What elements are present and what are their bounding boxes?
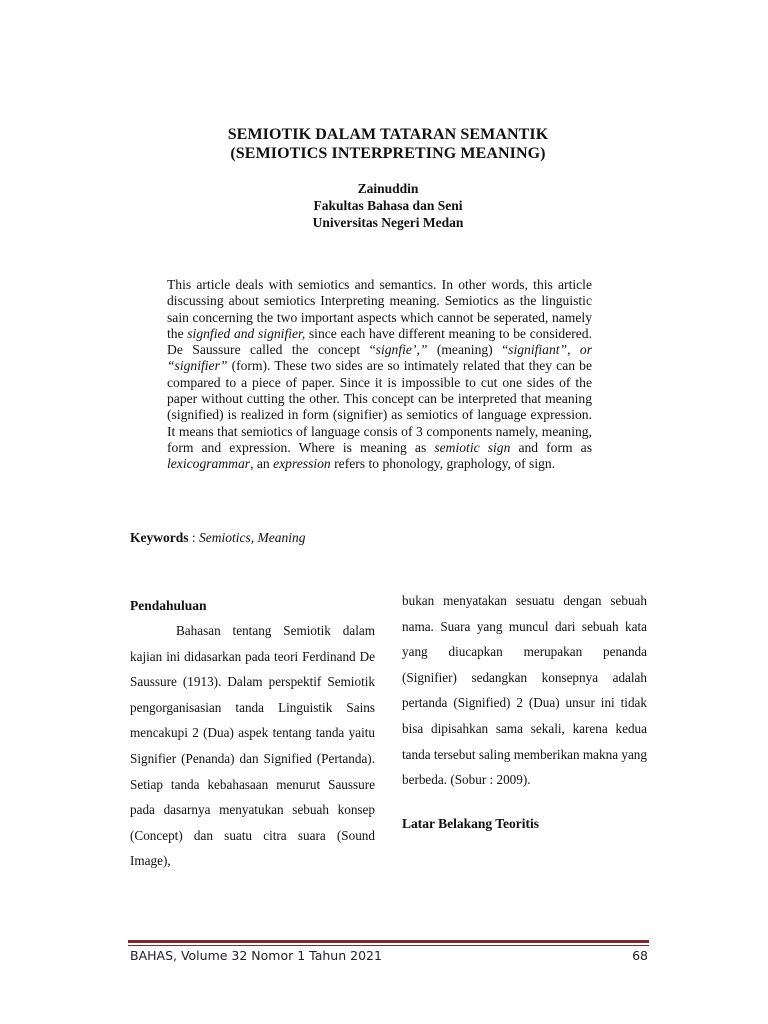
footer-rule-thin <box>128 945 649 946</box>
section-heading-pendahuluan: Pendahuluan <box>130 598 207 613</box>
abstract-text: (form). These two sides are so intimately related that they can be compared to a piece of paper. Since it is impossible to cut one sides of the paper without cutting the other. This concept can be interpreted that meaning (signified) is realized in form (signifier) as semiotics of language expression. It means that semiotics of language consis of 3 components namely, meaning, form and expression. Where is meaning as <box>167 358 592 455</box>
abstract-italic-text: expression <box>273 456 331 472</box>
keywords-label: Keywords <box>130 530 189 545</box>
page-number: 68 <box>632 948 648 963</box>
title-line-1: SEMIOTIK DALAM TATARAN SEMANTIK <box>227 126 549 143</box>
abstract-italic-text: lexicogrammar <box>167 456 251 472</box>
section-heading-latar-belakang: Latar Belakang Teoritis <box>402 815 540 831</box>
abstract-italic-text: signifiant”, or “signifier” <box>167 342 592 374</box>
author-name: Zainuddin <box>357 181 419 196</box>
abstract-italic-text: signfie’,” <box>375 342 428 358</box>
keywords-separator: : <box>188 530 200 545</box>
keywords <box>130 530 306 546</box>
body-paragraph: bukan menyatakan sesuatu dengan sebuah nama. Suara yang muncul dari sebuah kata yang diucapkan merupakan penanda (Signifier) sedangkan konsepnya adalah pertanda (Signified) 2 (Dua) unsur ini tidak bisa dipisahkan sama sekali, karena kedua tanda tersebut saling memberikan makna yang berbeda. (Sobur : 2009). <box>402 593 647 788</box>
abstract-text: (meaning) “ <box>427 342 509 358</box>
abstract-italic-text: signfied and signifier, <box>187 325 306 341</box>
body-paragraph: Bahasan tentang Semiotik dalam kajian ini didasarkan pada teori Ferdinand De Saussure (1913). Dalam perspektif Semiotik pengorganisasian tanda Linguistik Sains mencakupi 2 (Dua) aspek tentang tanda yaitu Signifier (Penanda) dan Signified (Pertanda). Setiap tanda kebahasaan menurut Saussure pada dasarnya menyatukan sebuah konsep (Concept) dan suatu citra suara (Sound Image), <box>130 623 375 869</box>
abstract-italic-text: semiotic sign <box>434 439 511 455</box>
right-column <box>402 588 647 836</box>
footer-journal: BAHAS, Volume 32 Nomor 1 Tahun 2021 <box>130 948 382 963</box>
footer-rule-thick <box>128 940 649 943</box>
abstract-text: and form as <box>510 439 592 455</box>
author-university: Universitas Negeri Medan <box>312 215 464 230</box>
author-faculty: Fakultas Bahasa dan Seni <box>313 198 463 213</box>
author-info <box>0 180 768 231</box>
abstract <box>167 277 592 473</box>
abstract-text: refers to phonology, graphology, of sign. <box>330 456 556 472</box>
paragraph-gap <box>402 793 647 811</box>
paper-title <box>0 125 768 163</box>
title-line-2: (SEMIOTICS INTERPRETING MEANING) <box>230 145 546 162</box>
abstract-text: , an <box>250 456 274 472</box>
left-column <box>130 593 375 874</box>
keywords-value: Semiotics, Meaning <box>199 530 306 545</box>
abstract-text: This article deals with semiotics and semantics. In other words, this article discussing about semiotics Interpreting meaning. Semiotics as the linguistic sain concerning the two important aspects which cannot be seperated, namely the <box>167 277 592 341</box>
abstract-text: since each have different meaning to be considered. De Saussure called the concept “ <box>167 325 592 358</box>
